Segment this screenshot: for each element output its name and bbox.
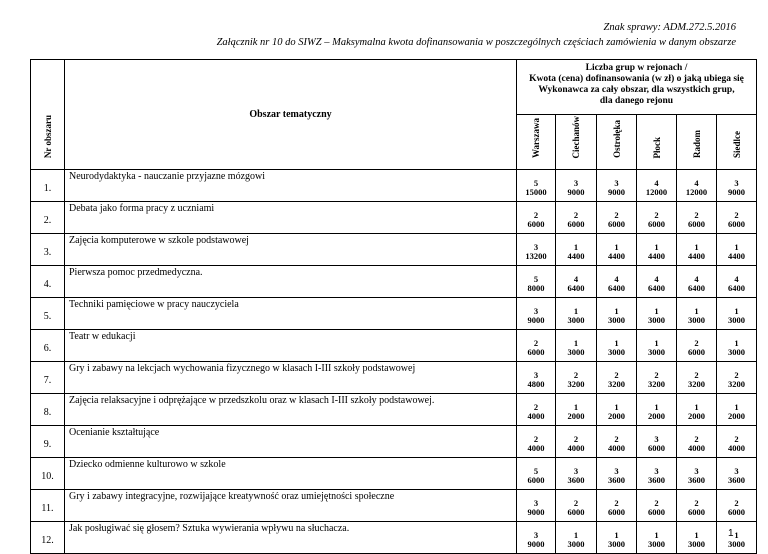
funding-amount: 6000 [608, 219, 625, 229]
funding-amount: 12000 [685, 187, 708, 197]
table-row [31, 234, 757, 266]
group-count: 2 [614, 497, 619, 508]
value-cell [597, 394, 637, 426]
group-count: 2 [654, 369, 659, 380]
value-cell [637, 362, 677, 394]
group-count: 2 [654, 209, 659, 220]
value-cell [517, 266, 556, 298]
value-cell [677, 394, 717, 426]
area-name: Pierwsza pomoc przedmedyczna. [65, 266, 517, 298]
value-cell [637, 490, 677, 522]
value-cell [717, 234, 757, 266]
funding-amount: 3000 [567, 539, 585, 549]
group-count: 3 [533, 241, 539, 252]
group-count: 3 [654, 433, 659, 444]
table-row [31, 426, 757, 458]
funding-amount: 3000 [608, 539, 625, 549]
value-cell [597, 330, 637, 362]
value-cell [677, 234, 717, 266]
group-count: 4 [614, 273, 619, 284]
group-count: 5 [533, 177, 539, 188]
funding-amount: 2000 [728, 411, 745, 421]
nr-header-label: Nr obszaru [42, 114, 53, 158]
group-count: 2 [654, 497, 659, 508]
group-count: 2 [734, 209, 739, 220]
funding-amount: 6000 [527, 219, 545, 229]
funding-amount: 4400 [688, 251, 705, 261]
value-cell [556, 426, 597, 458]
funding-amount: 3200 [648, 379, 665, 389]
funding-amount: 6000 [567, 219, 585, 229]
funding-amount: 2000 [608, 411, 625, 421]
group-count: 1 [654, 305, 659, 316]
group-count: 1 [573, 305, 579, 316]
value-cell [556, 266, 597, 298]
group-count: 3 [533, 529, 539, 540]
value-cell [717, 362, 757, 394]
funding-amount: 3000 [688, 539, 705, 549]
row-number: 5. [31, 298, 65, 330]
group-count: 2 [533, 401, 539, 412]
funding-amount: 3600 [567, 475, 585, 485]
group-count: 1 [614, 241, 619, 252]
group-count: 1 [654, 401, 659, 412]
value-cell [717, 458, 757, 490]
value-cell [677, 266, 717, 298]
funding-amount: 2000 [567, 411, 585, 421]
value-cell [597, 458, 637, 490]
value-cell [637, 330, 677, 362]
region-header [597, 115, 637, 170]
funding-amount: 3200 [567, 379, 585, 389]
funding-amount: 3000 [608, 347, 625, 357]
group-count: 1 [734, 337, 739, 348]
region-label: Radom [691, 129, 702, 158]
funding-amount: 3000 [648, 539, 665, 549]
area-name: Zajęcia relaksacyjne i odprężające w przedszkolu oraz w klasach I-III szkoły podstawowej. [65, 394, 517, 426]
group-header [517, 60, 757, 115]
area-name: Zajęcia komputerowe w szkole podstawowej [65, 234, 517, 266]
table-row [31, 266, 757, 298]
group-count: 2 [573, 209, 579, 220]
value-cell [677, 426, 717, 458]
funding-amount: 3200 [728, 379, 745, 389]
value-cell [637, 266, 677, 298]
value-cell [717, 170, 757, 202]
group-count: 1 [654, 529, 659, 540]
group-count: 2 [573, 497, 579, 508]
funding-amount: 3600 [728, 475, 745, 485]
group-count: 2 [573, 369, 579, 380]
group-count: 2 [694, 433, 699, 444]
area-name: Debata jako forma pracy z uczniami [65, 202, 517, 234]
area-name: Neurodydaktyka - nauczanie przyjazne mózgowi [65, 170, 517, 202]
group-count: 3 [694, 465, 699, 476]
row-number: 4. [31, 266, 65, 298]
group-count: 3 [614, 177, 619, 188]
group-count: 2 [533, 433, 539, 444]
group-count: 3 [734, 177, 739, 188]
group-header-line-4: dla danego rejonu [599, 96, 674, 106]
funding-amount: 2000 [648, 411, 665, 421]
value-cell [677, 202, 717, 234]
value-cell [556, 458, 597, 490]
group-count: 5 [533, 465, 539, 476]
area-name: Techniki pamięciowe w pracy nauczyciela [65, 298, 517, 330]
funding-amount: 3600 [648, 475, 665, 485]
funding-amount: 3000 [567, 315, 585, 325]
table-body [31, 170, 757, 554]
funding-amount: 3000 [728, 539, 745, 549]
group-count: 3 [614, 465, 619, 476]
funding-amount: 3000 [728, 315, 745, 325]
value-cell [717, 330, 757, 362]
value-cell [517, 522, 556, 554]
value-cell [677, 298, 717, 330]
group-count: 2 [614, 369, 619, 380]
value-cell [556, 394, 597, 426]
value-cell [597, 522, 637, 554]
value-cell [517, 170, 556, 202]
group-count: 1 [573, 529, 579, 540]
value-cell [556, 234, 597, 266]
table-row [31, 298, 757, 330]
group-header-line-2: Kwota (cena) dofinansowania (w zł) o jaką ubiega się [529, 74, 744, 84]
row-number: 10. [31, 458, 65, 490]
attachment-title: Załącznik nr 10 do SIWZ – Maksymalna kwota dofinansowania w poszczególnych częściach zamówienia w danym obszarze [216, 37, 736, 48]
region-header [717, 115, 757, 170]
funding-amount: 6400 [567, 283, 585, 293]
row-number: 11. [31, 490, 65, 522]
nr-column-header [31, 60, 65, 170]
value-cell [717, 394, 757, 426]
value-cell [517, 426, 556, 458]
page-number: 1 [728, 528, 734, 539]
area-name: Gry i zabawy na lekcjach wychowania fizycznego w klasach I-III szkoły podstawowej [65, 362, 517, 394]
table-row [31, 490, 757, 522]
value-cell [597, 298, 637, 330]
funding-amount: 4000 [527, 411, 545, 421]
value-cell [597, 202, 637, 234]
table-row [31, 522, 757, 554]
group-count: 1 [573, 337, 579, 348]
funding-amount: 6400 [728, 283, 745, 293]
group-count: 1 [614, 529, 619, 540]
group-count: 2 [533, 337, 539, 348]
funding-amount: 4000 [608, 443, 625, 453]
funding-amount: 4400 [728, 251, 745, 261]
area-name: Teatr w edukacji [65, 330, 517, 362]
value-cell [637, 426, 677, 458]
value-cell [677, 522, 717, 554]
value-cell [677, 330, 717, 362]
value-cell [637, 170, 677, 202]
value-cell [717, 490, 757, 522]
funding-amount: 12000 [645, 187, 668, 197]
funding-amount: 6000 [648, 507, 665, 517]
group-count: 2 [573, 433, 579, 444]
group-count: 4 [654, 273, 659, 284]
group-count: 2 [694, 369, 699, 380]
group-count: 1 [654, 337, 659, 348]
area-name: Jak posługiwać się głosem? Sztuka wywierania wpływu na słuchacza. [65, 522, 517, 554]
group-count: 3 [573, 465, 579, 476]
value-cell [517, 490, 556, 522]
value-cell [556, 522, 597, 554]
funding-amount: 3600 [688, 475, 705, 485]
group-header-line-3: Wykonawca za cały obszar, dla wszystkich grup, [538, 85, 735, 95]
value-cell [677, 490, 717, 522]
funding-amount: 9000 [608, 187, 625, 197]
funding-amount: 3200 [688, 379, 705, 389]
value-cell [637, 298, 677, 330]
row-number: 9. [31, 426, 65, 458]
funding-amount: 6000 [567, 507, 585, 517]
area-name: Ocenianie kształtujące [65, 426, 517, 458]
value-cell [597, 490, 637, 522]
funding-amount: 4400 [608, 251, 625, 261]
group-count: 3 [573, 177, 579, 188]
group-header-line-1: Liczba grup w rejonach / [585, 63, 688, 73]
group-count: 1 [694, 401, 699, 412]
funding-amount: 3000 [567, 347, 585, 357]
funding-amount: 6000 [527, 347, 545, 357]
funding-amount: 6000 [688, 219, 705, 229]
funding-amount: 6400 [648, 283, 665, 293]
region-label: Płock [651, 136, 662, 158]
value-cell [556, 202, 597, 234]
group-count: 3 [533, 369, 539, 380]
group-count: 3 [533, 497, 539, 508]
funding-amount: 4000 [728, 443, 745, 453]
value-cell [637, 522, 677, 554]
value-cell [637, 394, 677, 426]
group-count: 3 [734, 465, 739, 476]
group-count: 2 [694, 337, 699, 348]
table-row [31, 458, 757, 490]
table-row [31, 202, 757, 234]
value-cell [637, 458, 677, 490]
value-cell [677, 362, 717, 394]
group-count: 2 [734, 497, 739, 508]
group-count: 1 [734, 529, 739, 540]
funding-amount: 3000 [648, 315, 665, 325]
funding-amount: 6400 [608, 283, 625, 293]
value-cell [717, 298, 757, 330]
value-cell [517, 362, 556, 394]
area-header-label: Obszar tematyczny [249, 109, 332, 120]
value-cell [597, 426, 637, 458]
group-count: 3 [654, 465, 659, 476]
funding-amount: 3000 [728, 347, 745, 357]
group-count: 2 [694, 209, 699, 220]
group-count: 2 [614, 433, 619, 444]
row-number: 7. [31, 362, 65, 394]
group-count: 2 [614, 209, 619, 220]
region-header [677, 115, 717, 170]
group-count: 4 [654, 177, 659, 188]
value-cell [597, 266, 637, 298]
group-count: 1 [614, 305, 619, 316]
value-cell [517, 298, 556, 330]
group-count: 1 [734, 401, 739, 412]
region-label: Warszawa [531, 118, 541, 158]
group-count: 1 [694, 529, 699, 540]
region-header [556, 115, 597, 170]
group-count: 1 [734, 241, 739, 252]
funding-amount: 6000 [648, 443, 665, 453]
value-cell [517, 458, 556, 490]
group-count: 2 [734, 369, 739, 380]
funding-amount: 4000 [527, 443, 545, 453]
funding-amount: 3000 [608, 315, 625, 325]
value-cell [597, 362, 637, 394]
area-column-header [65, 60, 517, 170]
funding-table [30, 59, 757, 554]
row-number: 3. [31, 234, 65, 266]
funding-amount: 9000 [527, 507, 545, 517]
value-cell [597, 234, 637, 266]
funding-amount: 8000 [527, 283, 545, 293]
funding-amount: 6000 [527, 475, 545, 485]
funding-amount: 13200 [525, 251, 547, 261]
group-count: 1 [654, 241, 659, 252]
group-count: 1 [734, 305, 739, 316]
funding-amount: 4400 [648, 251, 665, 261]
funding-amount: 3000 [688, 315, 705, 325]
area-name: Gry i zabawy integracyjne, rozwijające kreatywność oraz umiejętności społeczne [65, 490, 517, 522]
funding-amount: 4000 [688, 443, 705, 453]
table-row [31, 362, 757, 394]
value-cell [556, 330, 597, 362]
value-cell [677, 170, 717, 202]
region-label: Ciechanów [571, 115, 581, 158]
group-count: 4 [573, 273, 579, 284]
value-cell [677, 458, 717, 490]
funding-amount: 4000 [567, 443, 585, 453]
group-count: 1 [694, 241, 699, 252]
value-cell [717, 202, 757, 234]
group-count: 2 [694, 497, 699, 508]
value-cell [517, 394, 556, 426]
funding-amount: 9000 [527, 539, 545, 549]
group-count: 4 [734, 273, 739, 284]
group-count: 2 [533, 209, 539, 220]
value-cell [556, 170, 597, 202]
row-number: 1. [31, 170, 65, 202]
funding-amount: 6000 [728, 219, 745, 229]
row-number: 8. [31, 394, 65, 426]
value-cell [717, 266, 757, 298]
value-cell [717, 522, 757, 554]
funding-amount: 9000 [567, 187, 585, 197]
group-count: 1 [573, 241, 579, 252]
funding-amount: 6000 [648, 219, 665, 229]
case-number: Znak sprawy: ADM.272.5.2016 [603, 22, 736, 33]
group-count: 4 [694, 177, 699, 188]
table-row [31, 394, 757, 426]
table-row [31, 170, 757, 202]
value-cell [517, 202, 556, 234]
group-count: 4 [694, 273, 699, 284]
group-count: 3 [533, 305, 539, 316]
table-row [31, 330, 757, 362]
value-cell [556, 490, 597, 522]
region-header [637, 115, 677, 170]
row-number: 12. [31, 522, 65, 554]
row-number: 2. [31, 202, 65, 234]
funding-amount: 3600 [608, 475, 625, 485]
value-cell [517, 330, 556, 362]
funding-amount: 9000 [728, 187, 745, 197]
region-label: Siedlce [731, 131, 742, 158]
funding-amount: 6000 [688, 507, 705, 517]
value-cell [556, 298, 597, 330]
funding-amount: 4800 [527, 379, 545, 389]
group-count: 2 [734, 433, 739, 444]
value-cell [717, 426, 757, 458]
value-cell [556, 362, 597, 394]
group-count: 1 [614, 337, 619, 348]
value-cell [637, 234, 677, 266]
value-cell [597, 170, 637, 202]
value-cell [637, 202, 677, 234]
funding-amount: 6000 [688, 347, 705, 357]
funding-amount: 6000 [728, 507, 745, 517]
funding-amount: 3200 [608, 379, 625, 389]
funding-amount: 9000 [527, 315, 545, 325]
funding-amount: 6400 [688, 283, 705, 293]
row-number: 6. [31, 330, 65, 362]
value-cell [517, 234, 556, 266]
funding-amount: 3000 [648, 347, 665, 357]
funding-amount: 4400 [567, 251, 585, 261]
funding-amount: 6000 [608, 507, 625, 517]
funding-amount: 15000 [525, 187, 547, 197]
funding-amount: 2000 [688, 411, 705, 421]
group-count: 5 [533, 273, 539, 284]
region-header [517, 115, 556, 170]
group-count: 1 [614, 401, 619, 412]
region-label: Ostrołęka [611, 120, 622, 158]
group-count: 1 [694, 305, 699, 316]
area-name: Dziecko odmienne kulturowo w szkole [65, 458, 517, 490]
group-count: 1 [573, 401, 579, 412]
